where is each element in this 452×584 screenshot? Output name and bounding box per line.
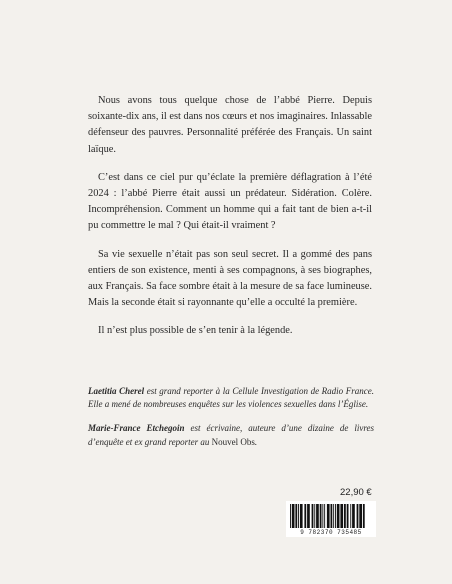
barcode-bar xyxy=(295,504,297,528)
barcode-bar xyxy=(327,504,330,528)
publication-name: Nouvel Obs xyxy=(211,436,255,447)
barcode-bar xyxy=(337,504,340,528)
blurb-text xyxy=(88,93,372,352)
barcode-bar xyxy=(344,504,346,528)
barcode-bar xyxy=(363,504,365,528)
blurb-paragraph-2: C’est dans ce ciel pur qu’éclate la première déflagration à l’été 2024 : l’abbé Pierre était aussi un prédateur. Sidération. Colère. Incompréhension. Comment un homme qui a fait tant de bien a-t-il pu commettre le mal ? Qui était-il vraiment ? xyxy=(88,171,372,232)
barcode-bar xyxy=(320,504,322,528)
blurb-paragraph-4: Il n’est plus possible de s’en tenir à la légende. xyxy=(98,325,293,337)
barcode-bar xyxy=(350,504,351,528)
barcode-bar xyxy=(304,504,306,528)
barcode-bar xyxy=(335,504,336,528)
barcode-bar xyxy=(298,504,299,528)
author-bio-1 xyxy=(88,385,374,411)
barcode-bar xyxy=(359,504,362,528)
author-1-name: Laetitia Cherel xyxy=(88,386,145,396)
barcode-bar xyxy=(347,504,349,528)
barcode-bar xyxy=(307,504,310,528)
barcode-bar xyxy=(322,504,323,528)
isbn-barcode xyxy=(286,501,376,537)
barcode-bar xyxy=(314,504,315,528)
barcode-bar xyxy=(290,504,291,528)
barcode-bars xyxy=(290,504,372,528)
blurb-paragraph-3: Sa vie sexuelle n’était pas son seul secret. Il a gommé des pans entiers de son existence, menti à ses compagnons, à ses biographes, aux Français. Sa face sombre était à la mesure de sa face lumineuse. Mais la seconde était si rayonnante qu’elle a occulté la première. xyxy=(88,248,372,309)
blurb-paragraph-1: Nous avons tous quelque chose de l’abbé Pierre. Depuis soixante-dix ans, il est dans nos cœurs et nos imaginaires. Inlassable défenseur des pauvres. Personnalité préférée des Français. Un saint laïque. xyxy=(88,95,372,155)
author-bios xyxy=(88,385,374,460)
author-2-name: Marie-France Etchegoin xyxy=(88,423,185,434)
barcode-bar xyxy=(352,504,355,528)
barcode-bar xyxy=(316,504,319,528)
author-bio-2 xyxy=(88,422,374,448)
barcode-bar xyxy=(324,504,325,528)
author-1-description: est grand reporter à la Cellule Investigation de Radio France. Elle a mené de nombreuses enquêtes sur les violences sexuelles dans l’Église. xyxy=(88,386,374,410)
author-2-end: . xyxy=(254,436,258,447)
barcode-bar xyxy=(292,504,295,528)
price-label: 22,90 € xyxy=(340,487,372,498)
isbn-number: 9 782370 735485 xyxy=(300,529,362,536)
barcode-bar xyxy=(331,504,333,528)
barcode-bar xyxy=(357,504,359,528)
barcode-bar xyxy=(340,504,343,528)
barcode-bar xyxy=(333,504,334,528)
barcode-bar xyxy=(300,504,303,528)
barcode-bar xyxy=(312,504,314,528)
author-2-description: est écrivaine, auteure d’une dizaine de livres d’enquête et ex grand reporter au xyxy=(88,423,374,447)
